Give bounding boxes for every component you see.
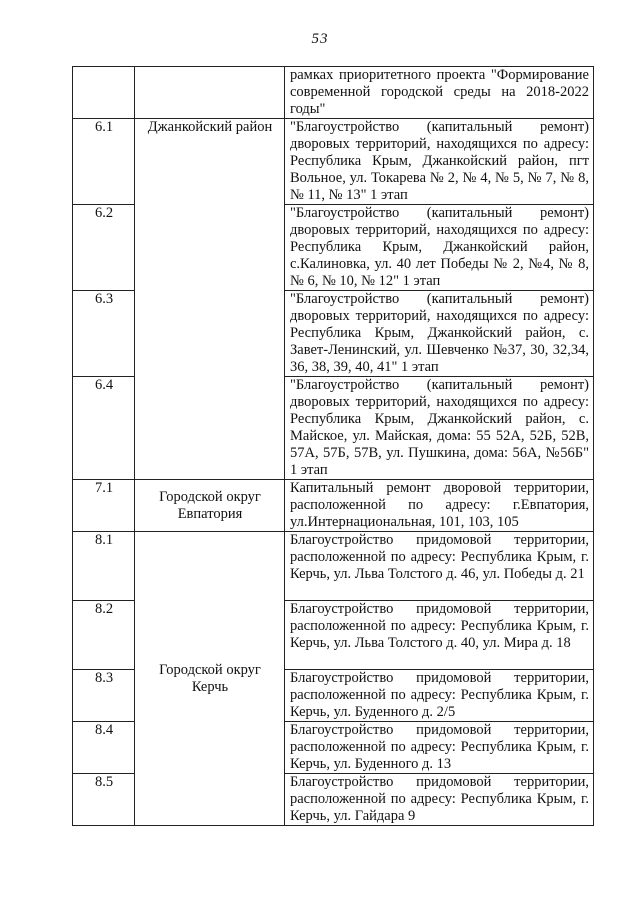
table-row — [73, 532, 594, 601]
project-description: Благоустройство придомовой территории, расположенной по адресу: Республика Крым, г. Керчь, ул. Буденного д. 13 — [285, 722, 594, 774]
table-row — [73, 67, 594, 119]
project-description: Благоустройство придомовой территории, расположенной по адресу: Республика Крым, г. Керчь, ул. Буденного д. 2/5 — [285, 670, 594, 722]
project-description: "Благоустройство (капитальный ремонт) дворовых территорий, находящихся по адресу: Республика Крым, Джанкойский район, пгт Вольное, ул. Токарева № 2, № 4, № 5, № 7, № 8, № 11, № 13" 1 этап — [285, 119, 594, 205]
row-number: 8.5 — [73, 774, 135, 826]
table-row — [73, 119, 594, 205]
row-number: 6.4 — [73, 377, 135, 480]
project-description: Капитальный ремонт дворовой территории, расположенной по адресу: г.Евпатория, ул.Интернациональная, 101, 103, 105 — [285, 480, 594, 532]
row-number: 7.1 — [73, 480, 135, 532]
project-description: Благоустройство придомовой территории, расположенной по адресу: Республика Крым, г. Керчь, ул. Гайдара 9 — [285, 774, 594, 826]
page-number: 53 — [311, 31, 329, 47]
row-number: 6.1 — [73, 119, 135, 205]
district-cell-kerch: Городской округ Керчь — [135, 532, 285, 826]
row-number: 8.2 — [73, 601, 135, 670]
project-description: "Благоустройство (капитальный ремонт) дворовых территорий, находящихся по адресу: Республика Крым, Джанкойский район, с. Майское, ул. Майская, дома: 55 52А, 52Б, 52В, 57А, 57Б, 57В, ул. Пушкина, дома: 56А, №56Б" 1 этап — [285, 377, 594, 480]
row-number: 8.1 — [73, 532, 135, 601]
project-description: Благоустройство придомовой территории, расположенной по адресу: Республика Крым, г. Керчь, ул. Льва Толстого д. 46, ул. Победы д. 21 — [285, 532, 594, 601]
row-number: 8.3 — [73, 670, 135, 722]
project-description: "Благоустройство (капитальный ремонт) дворовых территорий, находящихся по адресу: Республика Крым, Джанкойский район, с. Завет-Ленинский, ул. Шевченко №37, 30, 32,34, 36, 38, 39, 40, 41" 1 этап — [285, 291, 594, 377]
row-number — [73, 67, 135, 119]
project-description: "Благоустройство (капитальный ремонт) дворовых территорий, находящихся по адресу: Республика Крым, Джанкойский район, с.Калиновка, ул. 40 лет Победы № 2, №4, № 8, № 6, № 10, № 12" 1 этап — [285, 205, 594, 291]
row-number: 8.4 — [73, 722, 135, 774]
district-cell — [135, 67, 285, 119]
project-description: рамках приоритетного проекта "Формирование современной городской среды на 2018-2022 годы" — [285, 67, 594, 119]
project-description: Благоустройство придомовой территории, расположенной по адресу: Республика Крым, г. Керчь, ул. Льва Толстого д. 40, ул. Мира д. 18 — [285, 601, 594, 670]
row-number: 6.2 — [73, 205, 135, 291]
table-row — [73, 480, 594, 532]
district-cell-dzhankoy: Джанкойский район — [135, 119, 285, 480]
district-cell-evpatoria: Городской округ Евпатория — [135, 480, 285, 532]
row-number: 6.3 — [73, 291, 135, 377]
projects-table — [72, 66, 594, 826]
